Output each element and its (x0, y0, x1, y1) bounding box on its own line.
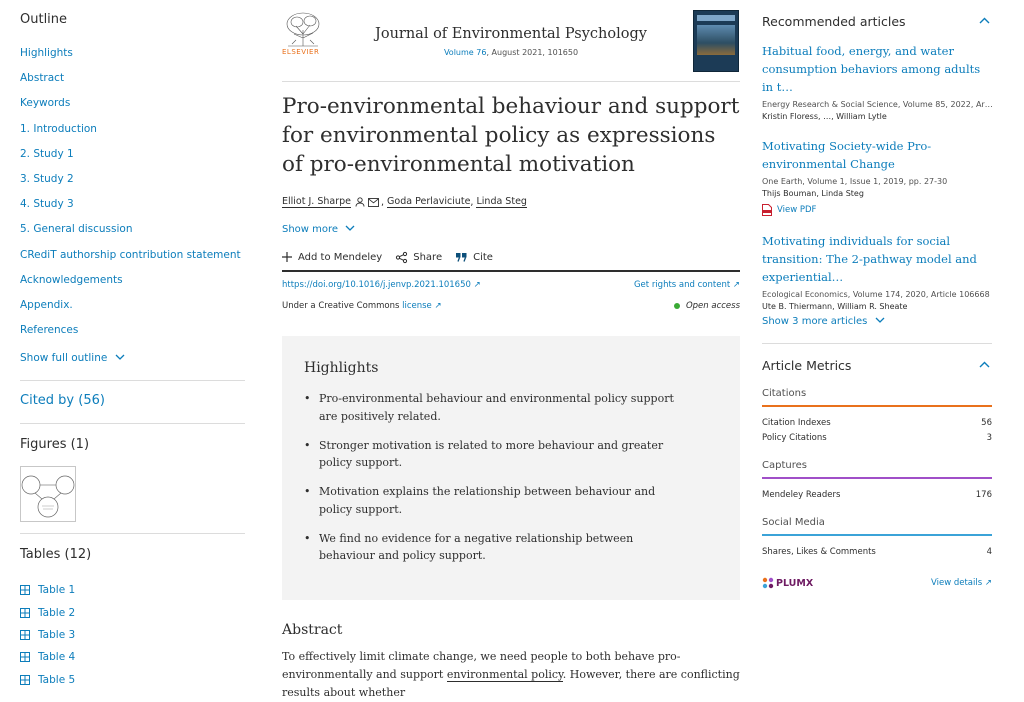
outline-item[interactable]: 4. Study 3 (20, 198, 74, 211)
mail-icon[interactable] (368, 198, 379, 207)
author-separator: , (470, 196, 474, 208)
citations-bar (762, 405, 992, 407)
divider (20, 380, 245, 381)
show-more-button[interactable] (282, 224, 355, 235)
recommended-article-authors: Thijs Bouman, Linda Steg (762, 189, 864, 198)
divider (762, 343, 992, 344)
chevron-up-icon[interactable] (979, 17, 990, 24)
table-link[interactable] (20, 624, 75, 646)
captures-heading: Captures (762, 460, 807, 471)
social-media-bar (762, 534, 992, 536)
table-link[interactable] (20, 646, 75, 668)
article-title: Pro-environmental behaviour and support for environmental policy as expressions of pro-environmental motivation (282, 94, 740, 177)
open-access-label: Open access (685, 301, 740, 311)
figures-title: Figures (1) (20, 437, 90, 452)
highlight-item: • Stronger motivation is related to more behaviour and greater policy support. (304, 437, 684, 472)
outline-item[interactable]: 3. Study 2 (20, 172, 74, 185)
recommended-article-title[interactable]: Habitual food, energy, and water consumption behaviors among adults in t… (762, 44, 981, 94)
divider (20, 423, 245, 424)
table-list (20, 579, 75, 691)
license-link-text: license (402, 301, 432, 311)
environmental-policy-link[interactable]: environmental policy (446, 668, 563, 681)
pdf-icon (762, 204, 772, 216)
social-media-heading: Social Media (762, 517, 825, 528)
metric-row (762, 490, 992, 500)
view-pdf-link[interactable] (762, 204, 992, 216)
chevron-up-icon[interactable] (979, 361, 990, 368)
highlights-title: Highlights (304, 360, 379, 376)
show-full-outline-button[interactable] (20, 352, 125, 364)
table-link-label: Table 2 (38, 606, 76, 619)
volume-details: , August 2021, 101650 (486, 48, 579, 57)
outline-item[interactable]: 5. General discussion (20, 223, 133, 236)
metric-label: Citation Indexes (762, 418, 831, 428)
outline-item[interactable]: References (20, 324, 79, 337)
cite-button[interactable] (456, 252, 493, 263)
show-full-outline-label: Show full outline (20, 352, 108, 364)
license-text (282, 301, 442, 311)
outline-item[interactable]: CRediT authorship contribution statement (20, 248, 241, 261)
show-more-articles-button[interactable] (762, 316, 885, 327)
open-access-dot-icon (674, 303, 680, 309)
cover-photo (697, 25, 735, 55)
article-actions-bar (282, 244, 740, 272)
plumx-icon (762, 577, 774, 589)
outline-title: Outline (20, 12, 68, 27)
license-row (282, 301, 740, 311)
journal-header (282, 10, 740, 82)
metrics-title: Article Metrics (762, 358, 852, 373)
outline-item[interactable]: Acknowledgements (20, 273, 123, 286)
table-icon (20, 630, 30, 640)
abstract-text-part: To effectively limit climate change, we need people to both behave pro-environmentally and support (282, 650, 681, 681)
plumx-logo (762, 577, 813, 589)
table-link-label: Table 3 (38, 628, 76, 641)
external-link-icon: ↗ (732, 280, 740, 290)
abstract-text (282, 648, 740, 702)
publisher-name: ELSEVIER (282, 48, 320, 56)
metric-label: Policy Citations (762, 433, 827, 443)
metric-value: 4 (986, 547, 992, 557)
view-details-link[interactable] (931, 578, 992, 588)
recommended-article-title[interactable]: Motivating individuals for social transition: The 2-pathway model and experiential… (762, 234, 977, 284)
share-button[interactable] (396, 252, 442, 263)
table-link-label: Table 4 (38, 651, 76, 664)
add-to-mendeley-button[interactable] (282, 252, 382, 263)
highlight-item: • Pro-environmental behaviour and environmental policy support are positively related. (304, 390, 684, 425)
author-link[interactable]: Linda Steg (476, 196, 527, 207)
outline-list (20, 44, 241, 346)
plumx-label: PLUMX (776, 577, 814, 589)
add-to-mendeley-label: Add to Mendeley (298, 251, 383, 263)
abstract-text-part: . However, there are conflicting results about whether (282, 668, 740, 699)
license-link[interactable] (402, 301, 442, 311)
table-link-label: Table 1 (38, 584, 76, 597)
table-link-label: Table 5 (38, 673, 76, 686)
metric-value: 3 (986, 433, 992, 443)
recommended-title: Recommended articles (762, 14, 906, 29)
journal-volume (282, 48, 740, 57)
metric-value: 176 (975, 490, 992, 500)
abstract-title: Abstract (282, 622, 343, 638)
view-pdf-label: View PDF (777, 205, 817, 215)
table-link[interactable] (20, 601, 75, 623)
highlights-box (282, 336, 740, 600)
table-icon (20, 608, 30, 618)
doi-link[interactable] (282, 280, 481, 290)
doi-text: https://doi.org/10.1016/j.jenvp.2021.101650 (282, 280, 471, 290)
table-link[interactable] (20, 669, 75, 691)
license-prefix: Under a Creative Commons (282, 301, 400, 311)
recommended-article-authors: Kristin Floress, …, William Lytle (762, 112, 887, 121)
author-separator: , (380, 196, 385, 208)
show-more-articles-label: Show 3 more articles (762, 316, 868, 327)
author-link[interactable]: Elliot J. Sharpe (282, 196, 351, 207)
person-icon[interactable] (355, 197, 365, 207)
cite-label: Cite (473, 251, 493, 263)
recommended-article (762, 42, 992, 121)
plus-icon (282, 252, 292, 262)
highlight-item: • We find no evidence for a negative relationship between behaviour and policy support. (304, 530, 684, 565)
outline-item[interactable]: Highlights (20, 47, 73, 59)
recommended-article-meta: One Earth, Volume 1, Issue 1, 2019, pp. 27-30 (762, 177, 948, 186)
table-icon (20, 585, 30, 595)
metric-value: 56 (981, 418, 992, 428)
cited-by-link[interactable]: Cited by (56) (20, 393, 105, 408)
chevron-down-icon (345, 225, 355, 232)
metric-row (762, 433, 992, 443)
table-icon (20, 675, 30, 685)
metric-label: Shares, Likes & Comments (762, 547, 876, 557)
share-label: Share (413, 251, 443, 263)
author-icons (355, 197, 379, 207)
highlight-item: • Motivation explains the relationship between behaviour and policy support. (304, 483, 684, 518)
outline-item[interactable]: Appendix. (20, 298, 73, 311)
rights-text: Get rights and content (633, 280, 731, 290)
citations-heading: Citations (762, 388, 807, 399)
recommended-article-title[interactable]: Motivating Society-wide Pro-environmental Change (762, 139, 932, 171)
metric-row (762, 418, 992, 428)
external-link-icon: ↗ (984, 578, 992, 588)
recommended-list (762, 42, 992, 321)
table-icon (20, 652, 30, 662)
chevron-down-icon (115, 354, 125, 361)
share-icon (396, 252, 407, 263)
cover-band (697, 15, 735, 21)
doi-row (282, 280, 740, 290)
recommended-article (762, 137, 992, 216)
highlights-list (304, 390, 718, 565)
recommended-article (762, 232, 992, 311)
author-link[interactable]: Goda Perlaviciute (387, 196, 471, 207)
tables-title: Tables (12) (20, 547, 92, 562)
outline-item[interactable]: 1. Introduction (20, 122, 97, 135)
divider (20, 533, 245, 534)
figure-diagram-image (21, 467, 75, 521)
open-access-badge (674, 301, 740, 311)
outline-item[interactable]: Abstract (20, 72, 65, 85)
volume-link[interactable]: Volume 76 (443, 48, 487, 57)
metric-label: Mendeley Readers (762, 490, 841, 500)
quote-icon (456, 253, 467, 262)
rights-link[interactable] (634, 280, 740, 290)
outline-item[interactable]: Keywords (20, 97, 71, 110)
author-list (282, 196, 527, 208)
external-link-icon: ↗ (434, 301, 442, 311)
table-link[interactable] (20, 579, 75, 601)
captures-bar (762, 477, 992, 479)
outline-item[interactable]: 2. Study 1 (20, 147, 74, 160)
figure-thumbnail[interactable] (20, 466, 76, 522)
show-more-label: Show more (282, 224, 339, 235)
external-link-icon: ↗ (473, 280, 481, 290)
metric-row (762, 547, 992, 557)
recommended-article-meta: Ecological Economics, Volume 174, 2020, Article 106668 (762, 290, 990, 299)
recommended-article-meta: Energy Research & Social Science, Volume 85, 2022, Ar… (762, 100, 993, 109)
recommended-article-authors: Ute B. Thiermann, William R. Sheate (762, 302, 908, 311)
journal-title[interactable]: Journal of Environmental Psychology (375, 26, 647, 42)
journal-cover-image[interactable] (693, 10, 739, 72)
chevron-down-icon (875, 317, 885, 324)
view-details-label: View details (930, 578, 983, 588)
